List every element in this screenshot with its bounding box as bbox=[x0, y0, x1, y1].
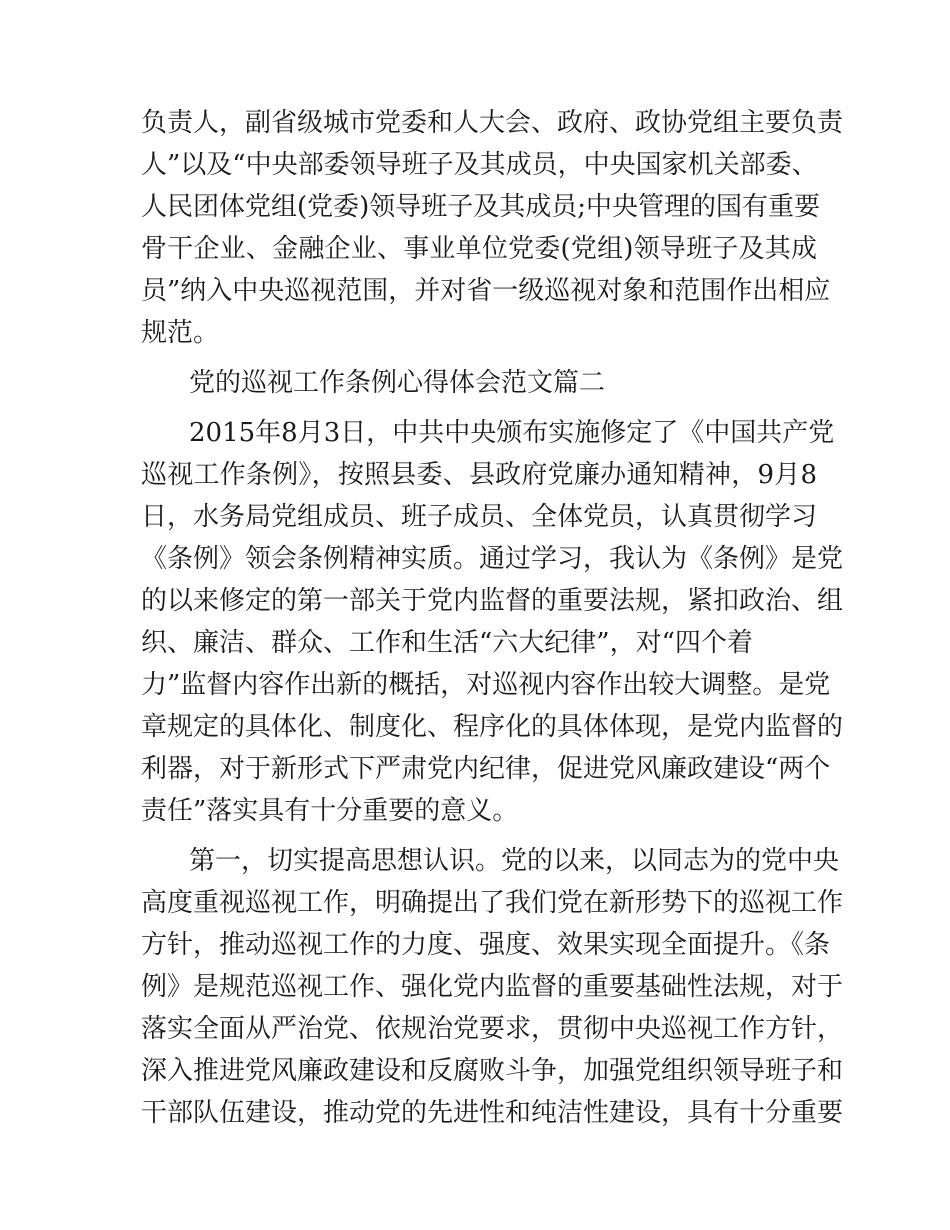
paragraph-spacer bbox=[141, 832, 817, 840]
text-line: 2015年8月3日，中共中央颁布实施修定了《中国共产党 bbox=[189, 418, 835, 448]
paragraph bbox=[141, 412, 844, 832]
paragraph bbox=[141, 102, 844, 354]
text-line: 利器，对于新形式下严肃党内纪律，促进党风廉政建设“两个 bbox=[141, 754, 831, 784]
text-line: 骨干企业、金融企业、事业单位党委(党组)领导班子及其成 bbox=[141, 234, 817, 264]
text-line: 例》是规范巡视工作、强化党内监督的重要基础性法规，对于 bbox=[141, 972, 844, 1002]
text-line: 第一，切实提高思想认识。党的以来，以同志为的党中央 bbox=[189, 846, 840, 876]
text-line: 落实全面从严治党、依规治党要求，贯彻中央巡视工作方针， bbox=[141, 1014, 844, 1044]
text-line: 人”以及“中央部委领导班子及其成员，中央国家机关部委、 bbox=[141, 150, 818, 180]
text-line: 巡视工作条例》，按照县委、县政府党廉办通知精神，9月8 bbox=[141, 460, 817, 490]
text-line: 党的巡视工作条例心得体会范文篇二 bbox=[189, 368, 606, 398]
text-line: 力”监督内容作出新的概括，对巡视内容作出较大调整。是党 bbox=[141, 670, 831, 700]
text-line: 日，水务局党组成员、班子成员、全体党员，认真贯彻学习 bbox=[141, 502, 818, 532]
text-line: 章规定的具体化、制度化、程序化的具体体现，是党内监督的 bbox=[141, 712, 844, 742]
text-line: 责任”落实具有十分重要的意义。 bbox=[141, 796, 519, 826]
text-line: 的以来修定的第一部关于党内监督的重要法规，紧扣政治、组 bbox=[141, 586, 844, 616]
text-line: 方针，推动巡视工作的力度、强度、效果实现全面提升。《条 bbox=[141, 930, 831, 960]
document-body bbox=[141, 102, 844, 1134]
text-line: 干部队伍建设，推动党的先进性和纯洁性建设，具有十分重要 bbox=[141, 1098, 844, 1128]
text-line: 织、廉洁、群众、工作和生活“六大纪律”，对“四个着 bbox=[141, 628, 753, 658]
paragraph-spacer bbox=[141, 404, 817, 412]
text-line: 规范。 bbox=[141, 318, 220, 348]
text-line: 员”纳入中央巡视范围，并对省一级巡视对象和范围作出相应 bbox=[141, 276, 831, 306]
section-heading bbox=[141, 362, 817, 404]
text-line: 负责人，副省级城市党委和人大会、政府、政协党组主要负责 bbox=[141, 108, 844, 138]
paragraph bbox=[141, 840, 844, 1134]
text-line: 深入推进党风廉政建设和反腐败斗争，加强党组织领导班子和 bbox=[141, 1056, 844, 1086]
paragraph-spacer bbox=[141, 354, 817, 362]
text-line: 人民团体党组(党委)领导班子及其成员;中央管理的国有重要 bbox=[141, 192, 821, 222]
text-line: 《条例》领会条例精神实质。通过学习，我认为《条例》是党 bbox=[141, 544, 844, 574]
text-line: 高度重视巡视工作，明确提出了我们党在新形势下的巡视工作 bbox=[141, 888, 844, 918]
